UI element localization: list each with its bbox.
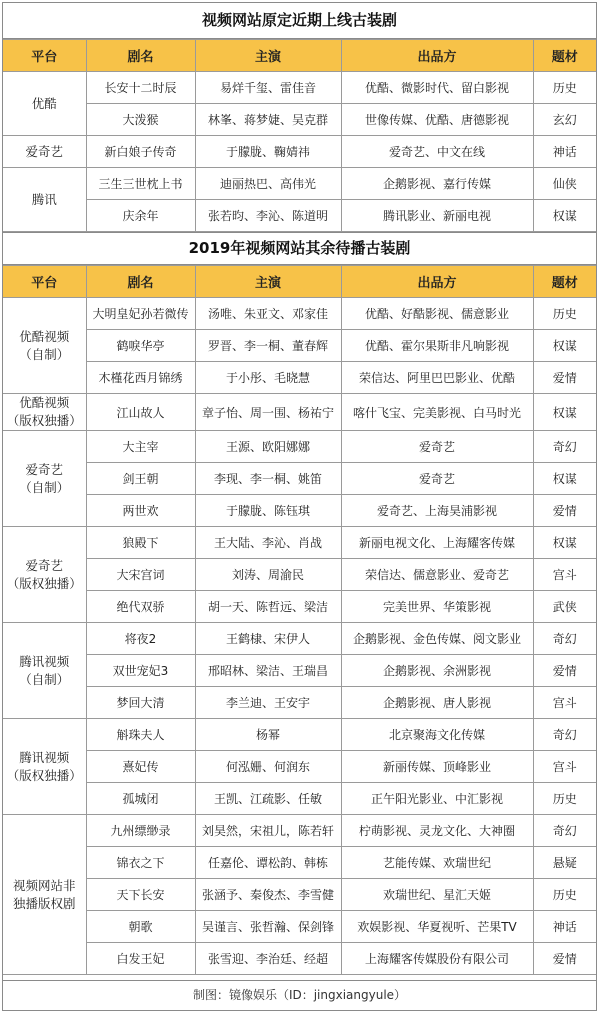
table-row — [3, 943, 596, 975]
title-cell: 三生三世枕上书 — [86, 168, 195, 200]
header-title: 剧名 — [86, 40, 195, 72]
cast-cell: 于朦胧、鞠婧祎 — [195, 136, 341, 168]
cast-cell: 王源、欧阳娜娜 — [195, 431, 341, 463]
title-cell: 木槿花西月锦绣 — [86, 362, 195, 394]
header-platform: 平台 — [3, 266, 86, 298]
table-row — [3, 687, 596, 719]
cast-cell: 于小彤、毛晓慧 — [195, 362, 341, 394]
platform-cell: 腾讯视频 （版权独播） — [3, 719, 86, 815]
title-cell: 绝代双骄 — [86, 591, 195, 623]
genre-cell: 历史 — [533, 298, 596, 330]
genre-cell: 权谋 — [533, 463, 596, 495]
producer-cell: 腾讯影业、新丽电视 — [341, 200, 533, 232]
platform-cell: 爱奇艺 — [3, 136, 86, 168]
title-cell: 狼殿下 — [86, 527, 195, 559]
table-row — [3, 911, 596, 943]
genre-cell: 爱情 — [533, 362, 596, 394]
producer-cell: 新丽传媒、顶峰影业 — [341, 751, 533, 783]
table-row — [3, 394, 596, 431]
header-producer: 出品方 — [341, 266, 533, 298]
genre-cell: 宫斗 — [533, 559, 596, 591]
table-row — [3, 495, 596, 527]
platform-cell: 优酷视频 （自制） — [3, 298, 86, 394]
title-cell: 梦回大清 — [86, 687, 195, 719]
genre-cell: 权谋 — [533, 200, 596, 232]
title-cell: 新白娘子传奇 — [86, 136, 195, 168]
cast-cell: 何泓姗、何润东 — [195, 751, 341, 783]
cast-cell: 李现、李一桐、姚笛 — [195, 463, 341, 495]
cast-cell: 刘昊然，宋祖儿，陈若轩 — [195, 815, 341, 847]
producer-cell: 爱奇艺 — [341, 431, 533, 463]
table-row — [3, 72, 596, 104]
title-cell: 锦衣之下 — [86, 847, 195, 879]
cast-cell: 王大陆、李沁、肖战 — [195, 527, 341, 559]
producer-cell: 优酷、霍尔果斯非凡响影视 — [341, 330, 533, 362]
platform-cell: 爱奇艺 （自制） — [3, 431, 86, 527]
title-cell: 将夜2 — [86, 623, 195, 655]
platform-cell: 腾讯视频 （自制） — [3, 623, 86, 719]
genre-cell: 奇幻 — [533, 623, 596, 655]
genre-cell: 奇幻 — [533, 815, 596, 847]
cast-cell: 汤唯、朱亚文、邓家佳 — [195, 298, 341, 330]
genre-cell: 爱情 — [533, 495, 596, 527]
producer-cell: 企鹅影视、唐人影视 — [341, 687, 533, 719]
header-producer: 出品方 — [341, 40, 533, 72]
title-cell: 剑王朝 — [86, 463, 195, 495]
title-cell: 朝歌 — [86, 911, 195, 943]
producer-cell: 爱奇艺、中文在线 — [341, 136, 533, 168]
platform-cell: 优酷 — [3, 72, 86, 136]
table-row — [3, 200, 596, 232]
platform-cell: 爱奇艺 （版权独播） — [3, 527, 86, 623]
producer-cell: 艺能传媒、欢瑞世纪 — [341, 847, 533, 879]
header-platform: 平台 — [3, 40, 86, 72]
genre-cell: 宫斗 — [533, 751, 596, 783]
producer-cell: 正午阳光影业、中汇影视 — [341, 783, 533, 815]
producer-cell: 企鹅影视、嘉行传媒 — [341, 168, 533, 200]
platform-cell: 视频网站非 独播版权剧 — [3, 815, 86, 975]
cast-cell: 张雪迎、李治廷、经超 — [195, 943, 341, 975]
producer-cell: 企鹅影视、金色传媒、阅文影业 — [341, 623, 533, 655]
producer-cell: 上海耀客传媒股份有限公司 — [341, 943, 533, 975]
genre-cell: 权谋 — [533, 527, 596, 559]
title-cell: 两世欢 — [86, 495, 195, 527]
header-cast: 主演 — [195, 266, 341, 298]
table-row — [3, 168, 596, 200]
genre-cell: 奇幻 — [533, 431, 596, 463]
producer-cell: 世像传媒、优酷、唐德影视 — [341, 104, 533, 136]
genre-cell: 爱情 — [533, 655, 596, 687]
cast-cell: 于朦胧、陈钰琪 — [195, 495, 341, 527]
section1-table — [3, 39, 596, 232]
section2-table — [3, 265, 596, 975]
table-row — [3, 783, 596, 815]
section2-title: 2019年视频网站其余待播古装剧 — [3, 232, 596, 265]
producer-cell: 爱奇艺 — [341, 463, 533, 495]
genre-cell: 玄幻 — [533, 104, 596, 136]
title-cell: 大泼猴 — [86, 104, 195, 136]
genre-cell: 仙侠 — [533, 168, 596, 200]
header-genre: 题材 — [533, 266, 596, 298]
table-row — [3, 591, 596, 623]
table-row — [3, 559, 596, 591]
producer-cell: 爱奇艺、上海昊浦影视 — [341, 495, 533, 527]
producer-cell: 北京聚海文化传媒 — [341, 719, 533, 751]
producer-cell: 荣信达、阿里巴巴影业、优酷 — [341, 362, 533, 394]
genre-cell: 武侠 — [533, 591, 596, 623]
drama-list-card — [2, 2, 597, 1011]
table-row — [3, 104, 596, 136]
table-row — [3, 463, 596, 495]
producer-cell: 欢娱影视、华夏视听、芒果TV — [341, 911, 533, 943]
section1-title: 视频网站原定近期上线古装剧 — [3, 3, 596, 39]
table-row — [3, 330, 596, 362]
platform-cell: 优酷视频 （版权独播） — [3, 394, 86, 431]
title-cell: 孤城闭 — [86, 783, 195, 815]
table-row — [3, 298, 596, 330]
cast-cell: 胡一天、陈哲远、梁洁 — [195, 591, 341, 623]
genre-cell: 权谋 — [533, 394, 596, 431]
title-cell: 斛珠夫人 — [86, 719, 195, 751]
cast-cell: 任嘉伦、谭松韵、韩栋 — [195, 847, 341, 879]
title-cell: 天下长安 — [86, 879, 195, 911]
title-cell: 九州缥缈录 — [86, 815, 195, 847]
producer-cell: 柠萌影视、灵龙文化、大神圈 — [341, 815, 533, 847]
producer-cell: 企鹅影视、余洲影视 — [341, 655, 533, 687]
table-row — [3, 847, 596, 879]
producer-cell: 荣信达、儒意影业、爱奇艺 — [341, 559, 533, 591]
cast-cell: 李兰迪、王安宇 — [195, 687, 341, 719]
title-cell: 长安十二时辰 — [86, 72, 195, 104]
cast-cell: 张若昀、李沁、陈道明 — [195, 200, 341, 232]
title-cell: 大主宰 — [86, 431, 195, 463]
producer-cell: 喀什飞宝、完美影视、白马时光 — [341, 394, 533, 431]
credit-footer: 制图：镜像娱乐（ID：jingxiangyule） — [3, 980, 596, 1010]
cast-cell: 吴谨言、张哲瀚、保剑锋 — [195, 911, 341, 943]
table-row — [3, 719, 596, 751]
genre-cell: 历史 — [533, 879, 596, 911]
header-genre: 题材 — [533, 40, 596, 72]
cast-cell: 刘涛、周渝民 — [195, 559, 341, 591]
genre-cell: 奇幻 — [533, 719, 596, 751]
producer-cell: 优酷、微影时代、留白影视 — [341, 72, 533, 104]
header-cast: 主演 — [195, 40, 341, 72]
table-row — [3, 431, 596, 463]
cast-cell: 林峯、蒋梦婕、吴克群 — [195, 104, 341, 136]
title-cell: 双世宠妃3 — [86, 655, 195, 687]
genre-cell: 历史 — [533, 72, 596, 104]
genre-cell: 神话 — [533, 136, 596, 168]
table-row — [3, 527, 596, 559]
title-cell: 江山故人 — [86, 394, 195, 431]
cast-cell: 易烊千玺、雷佳音 — [195, 72, 341, 104]
cast-cell: 迪丽热巴、高伟光 — [195, 168, 341, 200]
title-cell: 庆余年 — [86, 200, 195, 232]
title-cell: 大宋宫词 — [86, 559, 195, 591]
cast-cell: 王凯、江疏影、任敏 — [195, 783, 341, 815]
cast-cell: 邢昭林、梁洁、王瑞昌 — [195, 655, 341, 687]
table-row — [3, 362, 596, 394]
title-cell: 白发王妃 — [86, 943, 195, 975]
cast-cell: 王鹤棣、宋伊人 — [195, 623, 341, 655]
genre-cell: 神话 — [533, 911, 596, 943]
table-row — [3, 815, 596, 847]
producer-cell: 欢瑞世纪、星汇天姬 — [341, 879, 533, 911]
producer-cell: 优酷、好酷影视、儒意影业 — [341, 298, 533, 330]
table-row — [3, 655, 596, 687]
table-row — [3, 623, 596, 655]
table-row — [3, 136, 596, 168]
cast-cell: 罗晋、李一桐、董春辉 — [195, 330, 341, 362]
table-row — [3, 879, 596, 911]
cast-cell: 杨幂 — [195, 719, 341, 751]
producer-cell: 新丽电视文化、上海耀客传媒 — [341, 527, 533, 559]
genre-cell: 悬疑 — [533, 847, 596, 879]
producer-cell: 完美世界、华策影视 — [341, 591, 533, 623]
title-cell: 鹤唳华亭 — [86, 330, 195, 362]
genre-cell: 爱情 — [533, 943, 596, 975]
title-cell: 熹妃传 — [86, 751, 195, 783]
genre-cell: 历史 — [533, 783, 596, 815]
header-title: 剧名 — [86, 266, 195, 298]
title-cell: 大明皇妃孙若微传 — [86, 298, 195, 330]
table-row — [3, 751, 596, 783]
genre-cell: 宫斗 — [533, 687, 596, 719]
cast-cell: 张涵予、秦俊杰、李雪健 — [195, 879, 341, 911]
cast-cell: 章子怡、周一围、杨祐宁 — [195, 394, 341, 431]
genre-cell: 权谋 — [533, 330, 596, 362]
platform-cell: 腾讯 — [3, 168, 86, 232]
